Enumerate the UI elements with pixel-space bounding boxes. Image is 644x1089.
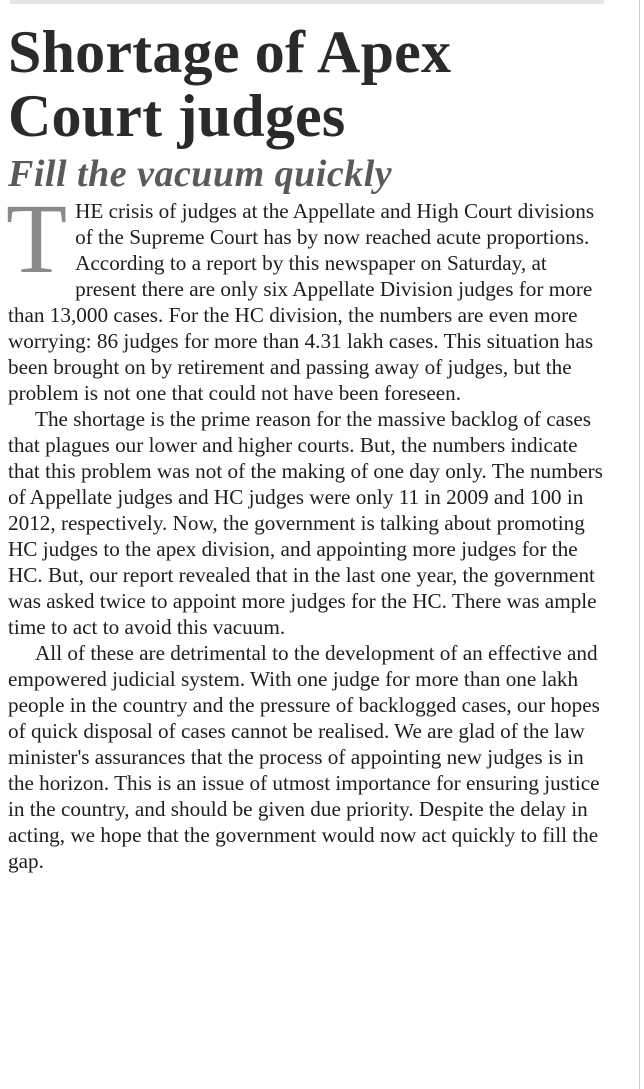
article-paragraph-2: The shortage is the prime reason for the massive backlog of cases that plagues our lower and higher courts. But, the numbers indicate that this problem was not of the making of one day only. The numbers of Appellate judges and HC judges were only 11 in 2009 and 100 in 2012, respectively. Now, the government is talking about promoting HC judges to the apex division, and appointing more judges for the HC. But, our report revealed that in the last one year, the government was asked twice to appoint more judges for the HC. There was ample time to act to avoid this vacuum. [8, 407, 603, 639]
article-subhead: Fill the vacuum quickly [8, 153, 393, 195]
column-rule [639, 0, 640, 1089]
paragraph-1-text: HE crisis of judges at the Appellate and High Court divisions of the Supreme Court has by now reached acute proportions. According to a report by this newspaper on Saturday, at present there are only six Appellate Division judges for more than 13,000 cases. For the HC division, the numbers are even more worrying: 86 judges for more than 4.31 lakh cases. This situation has been brought on by retirement and passing away of judges, but the problem is not one that could not have been foreseen. [8, 199, 595, 405]
article-paragraph-1 [6, 183, 608, 406]
drop-cap: T [6, 183, 68, 294]
article-paragraph-3: All of these are detrimental to the development of an effective and empowered judicial system. With one judge for more than one lakh people in the country and the pressure of backlogged cases, our hopes of quick disposal of cases cannot be realised. We are glad of the law minister's assurances that the process of appointing new judges is in the horizon. This is an issue of utmost importance for ensuring justice in the country, and should be given due priority. Despite the delay in acting, we hope that the government would now act quickly to fill the gap. [8, 641, 600, 873]
article-headline: Shortage of Apex Court judges [8, 19, 452, 149]
top-rule [10, 0, 604, 4]
article-body [6, 183, 608, 874]
editorial-article [8, 20, 608, 874]
